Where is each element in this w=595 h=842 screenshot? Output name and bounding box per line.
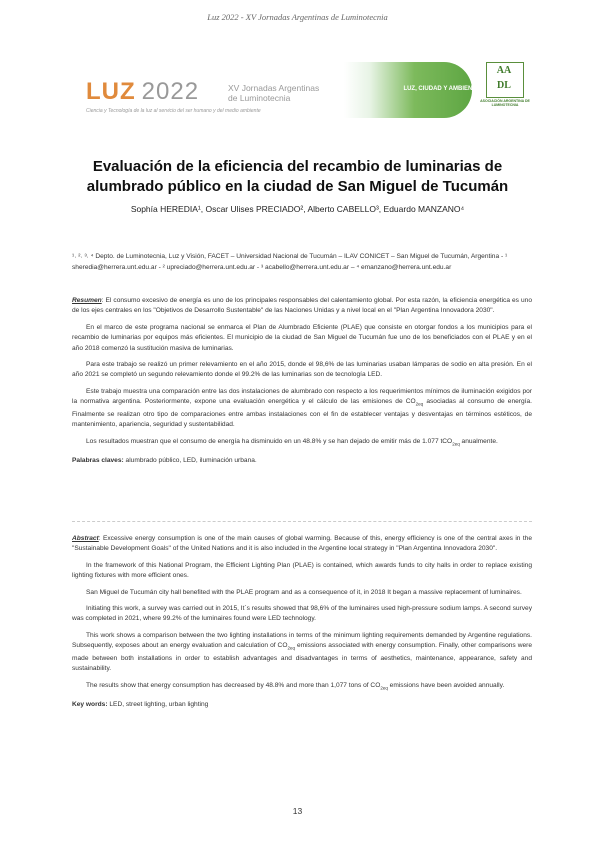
resumen-keywords-label: Palabras claves: [72, 456, 124, 464]
abstract-p1-text: : Excessive energy consumption is one of the main causes of global warming. Because of this, energy efficiency is one of the central axes in the "Sustainable Development Goals" of the United Nations and it is also included in the Argentine local strategy in "Plan Argentina Innovadora 2030". [72, 535, 532, 553]
abstract-paragraph-5 [72, 631, 532, 675]
abstract-keywords-label: Key words: [72, 700, 108, 708]
abstract-p6-sub: 2eq [380, 685, 388, 691]
abstract-keywords-text: LED, street lighting, urban lighting [107, 700, 209, 708]
ribbon-label: LUZ, CIUDAD Y AMBIENTE [403, 86, 480, 92]
resumen-label: Resumen [72, 297, 102, 304]
jornadas-line1: XV Jornadas Argentinas [228, 83, 320, 93]
abstract-section [72, 534, 532, 716]
section-divider [72, 521, 532, 522]
aadl-logo-top: AA [496, 65, 512, 76]
paper-title-line1: Evaluación de la eficiencia del recambio de luminarias de [92, 158, 503, 175]
abstract-paragraph-2: In the framework of this National Program, the Efficient Lighting Plan (PLAE) is contained, which awards funds to city halls in order to replace existing lighting fixtures with more efficient ones. [72, 561, 532, 580]
running-header: Luz 2022 - XV Jornadas Argentinas de Luminotecnia [207, 12, 388, 22]
abstract-label: Abstract [72, 535, 99, 542]
resumen-keywords [72, 456, 532, 466]
abstract-p6a: The results show that energy consumption has decreased by 48.8% and more than 1,077 tons of CO [86, 681, 381, 689]
abstract-p5-sub: 2eq [287, 645, 295, 651]
resumen-p4b: asociadas al consumo de energía. Finalmente se realizan otro tipo de comparaciones entre ambas instalaciones con el fin de establecer ventajas y desventajas en términos estéticos, de mantenimiento, apariencia, seguridad y sustentabilidad. [72, 398, 532, 429]
jornadas-line2: de Luminotecnia [228, 93, 291, 103]
jornadas-text [228, 83, 319, 103]
conference-banner [86, 56, 530, 124]
abstract-paragraph-1 [72, 534, 532, 555]
resumen-paragraph-2: En el marco de este programa nacional se enmarca el Plan de Alumbrado Eficiente (PLAE) que consiste en otorgar fondos a los municipios para el recambio de luminarias por equipos más eficientes. El municipio de la ciudad de San Miguel de Tucumán fue uno de los beneficiados con el PLAE y en el año 2018 comenzó la sustitución masiva de luminarias. [72, 323, 532, 352]
abstract-paragraph-4: Initiating this work, a survey was carried out in 2015, It´s results showed that 98,6% of the luminaires used high-pressure sodium lamps. A second survey was completed in 2021, where 99.2% of the luminaires found were LED technology. [72, 605, 532, 623]
page-number: 13 [292, 806, 303, 816]
author-list: Sophía HEREDIA¹, Oscar Ulises PRECIADO², Alberto CABELLO³, Eduardo MANZANO⁴ [130, 204, 465, 214]
resumen-p5-sub: 2eq [452, 441, 460, 447]
resumen-paragraph-1 [72, 296, 532, 317]
resumen-p4a: Este trabajo muestra una comparación entre las dos instalaciones de alumbrado con respecto a los requerimientos mínimos de iluminación exigidos por la normativa argentina. Posteriormente, expone una evaluación energética y el cálculo de las emisiones de CO [72, 387, 532, 406]
abstract-p5a: This work shows a comparison between the two lighting installations in terms of the minimum lighting requirements demanded by Argentine regulations. Subsequently, exposes about an energy evaluation and calculation of CO [72, 631, 532, 650]
resumen-paragraph-5 [72, 437, 532, 450]
resumen-paragraph-3: Para este trabajo se realizó un primer relevamiento en el año 2015, donde el 98,6% de las luminarias usaban lámparas de sodio en alta presión. En el año 2021 se completó un segundo relevamiento donde el 99.2% de las luminarias son de tecnología LED. [72, 361, 532, 379]
resumen-section [72, 296, 532, 472]
resumen-p5a: Los resultados muestran que el consumo de energía ha disminuido en un 48.8% y se han dejado de emitir más de 1.077 tCO [86, 437, 453, 445]
luz-2022-logo [86, 78, 199, 106]
luz-word: LUZ [86, 78, 136, 105]
resumen-p4-sub: 2eq [415, 401, 424, 407]
abstract-keywords [72, 700, 532, 710]
abstract-p5b: emissions associated with energy consumption. Finally, other comparisons were made between both installations in order to establish advantages and disadvantages in terms of aesthetics, maintenance, appearance, safety and sustainability. [72, 642, 532, 673]
abstract-paragraph-6 [72, 681, 532, 694]
paper-title [50, 157, 545, 197]
resumen-p5b: anualmente. [459, 437, 498, 445]
luz-tagline: Ciencia y Tecnología de la luz al servicio del ser humano y del medio ambiente [86, 108, 261, 114]
resumen-keywords-text: alumbrado público, LED, iluminación urbana. [123, 456, 257, 464]
aadl-logo-bottom: DL [497, 80, 511, 91]
resumen-paragraph-4 [72, 387, 532, 431]
aadl-logo [480, 62, 530, 120]
abstract-paragraph-3: San Miguel de Tucumán city hall benefited with the PLAE program and as a consequence of it, in 2018 It began a massive replacement of luminaires. [86, 588, 522, 596]
resumen-p1-text: : El consumo excesivo de energía es uno de los principales responsables del calentamiento global. Por esta razón, la eficiencia energética es uno de los ejes centrales en los "Objetivos de Desarrollo Sustentable" de las Naciones Unidas y a nivel local en el "Plan Argentina Innovadora 2030". [72, 297, 532, 315]
affiliation: ¹˒ ²˒ ³˒ ⁴ Depto. de Luminotecnia, Luz y Visión, FACET – Universidad Nacional de Tucumán – ILAV CONICET – San Miguel de Tucumán, Argentina - ¹ sheredia@herrera.unt.edu.ar - ² upreciado@herrera.unt.edu.ar - ³ acabello@herrera.unt.edu.ar – ⁴ emanzano@herrera.unt.edu.ar [72, 253, 508, 271]
aadl-caption: ASOCIACIÓN ARGENTINA DE LUMINOTECNIA [480, 99, 530, 107]
paper-title-line2: alumbrado público en la ciudad de San Miguel de Tucumán [86, 178, 509, 195]
luz-year: 2022 [141, 78, 200, 105]
abstract-p6b: emissions have been avoided annually. [387, 681, 505, 689]
